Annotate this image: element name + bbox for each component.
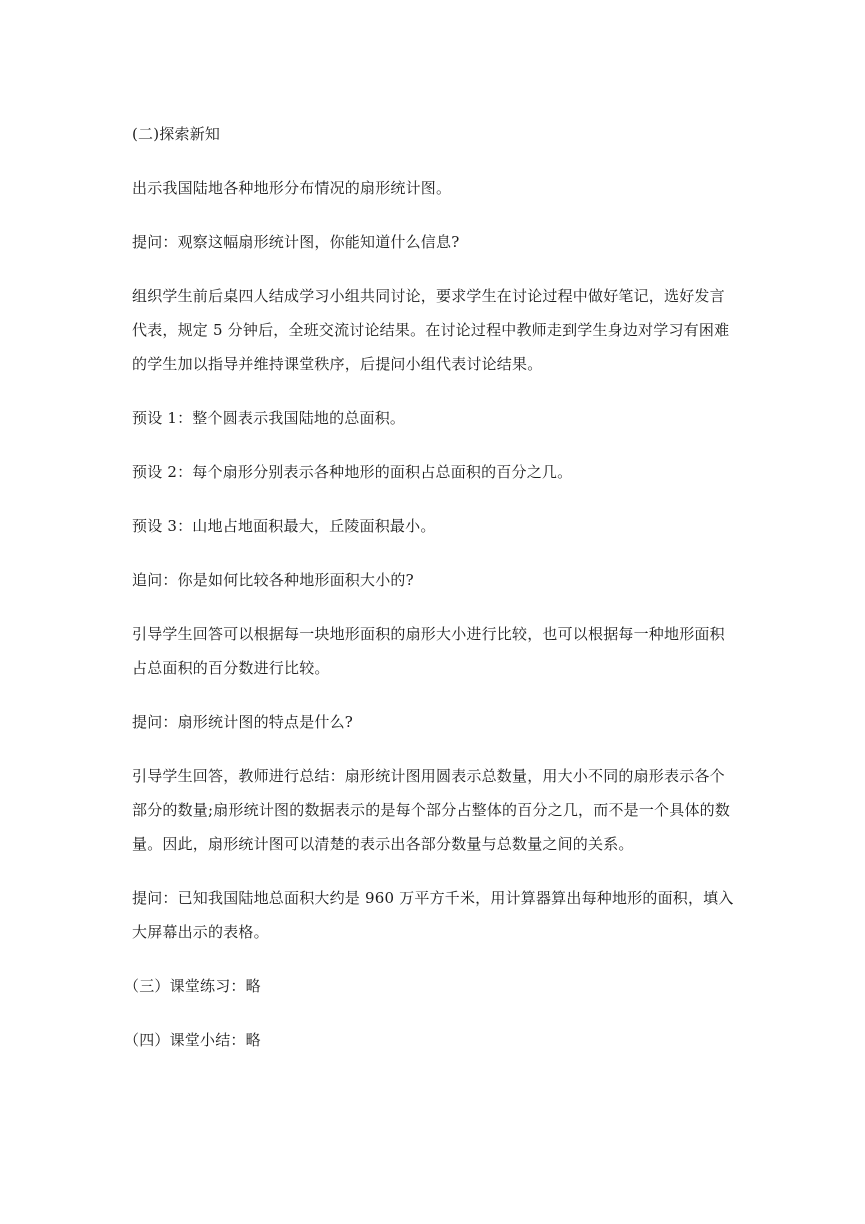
paragraph-question-observe: 提问：观察这幅扇形统计图，你能知道什么信息?: [132, 233, 460, 251]
document-body: [124, 117, 737, 1057]
paragraph-question-calculate: 提问：已知我国陆地总面积大约是 960 万平方千米，用计算器算出每种地形的面积，填入大屏幕出示的表格。: [132, 889, 734, 941]
paragraph-preset-3: 预设 3：山地占地面积最大，丘陵面积最小。: [132, 517, 436, 535]
paragraph-group-discussion: 组织学生前后桌四人结成学习小组共同讨论，要求学生在讨论过程中做好笔记，选好发言代表，规定 5 分钟后，全班交流讨论结果。在讨论过程中教师走到学生身边对学习有困难的学生加以指导并维持课堂秩序，后提问小组代表讨论结果。: [132, 287, 730, 373]
paragraph-preset-1: 预设 1：整个圆表示我国陆地的总面积。: [132, 409, 406, 427]
section-heading-explore: (二)探索新知: [132, 125, 221, 143]
paragraph-guide-compare: 引导学生回答可以根据每一块地形面积的扇形大小进行比较，也可以根据每一种地形面积占总面积的百分数进行比较。: [132, 625, 725, 677]
paragraph-teacher-summary: 引导学生回答，教师进行总结：扇形统计图用圆表示总数量，用大小不同的扇形表示各个部分的数量;扇形统计图的数据表示的是每个部分占整体的百分之几，而不是一个具体的数量。因此，扇形统计图可以清楚的表示出各部分数量与总数量之间的关系。: [132, 767, 731, 853]
paragraph-preset-2: 预设 2：每个扇形分别表示各种地形的面积占总面积的百分之几。: [132, 463, 573, 481]
section-heading-summary: （四）课堂小结：略: [124, 1031, 261, 1049]
paragraph-question-features: 提问：扇形统计图的特点是什么?: [132, 713, 354, 731]
section-heading-practice: （三）课堂练习：略: [124, 977, 261, 995]
paragraph-follow-up-question: 追问：你是如何比较各种地形面积大小的?: [132, 571, 414, 589]
paragraph-show-chart: 出示我国陆地各种地形分布情况的扇形统计图。: [132, 179, 452, 197]
